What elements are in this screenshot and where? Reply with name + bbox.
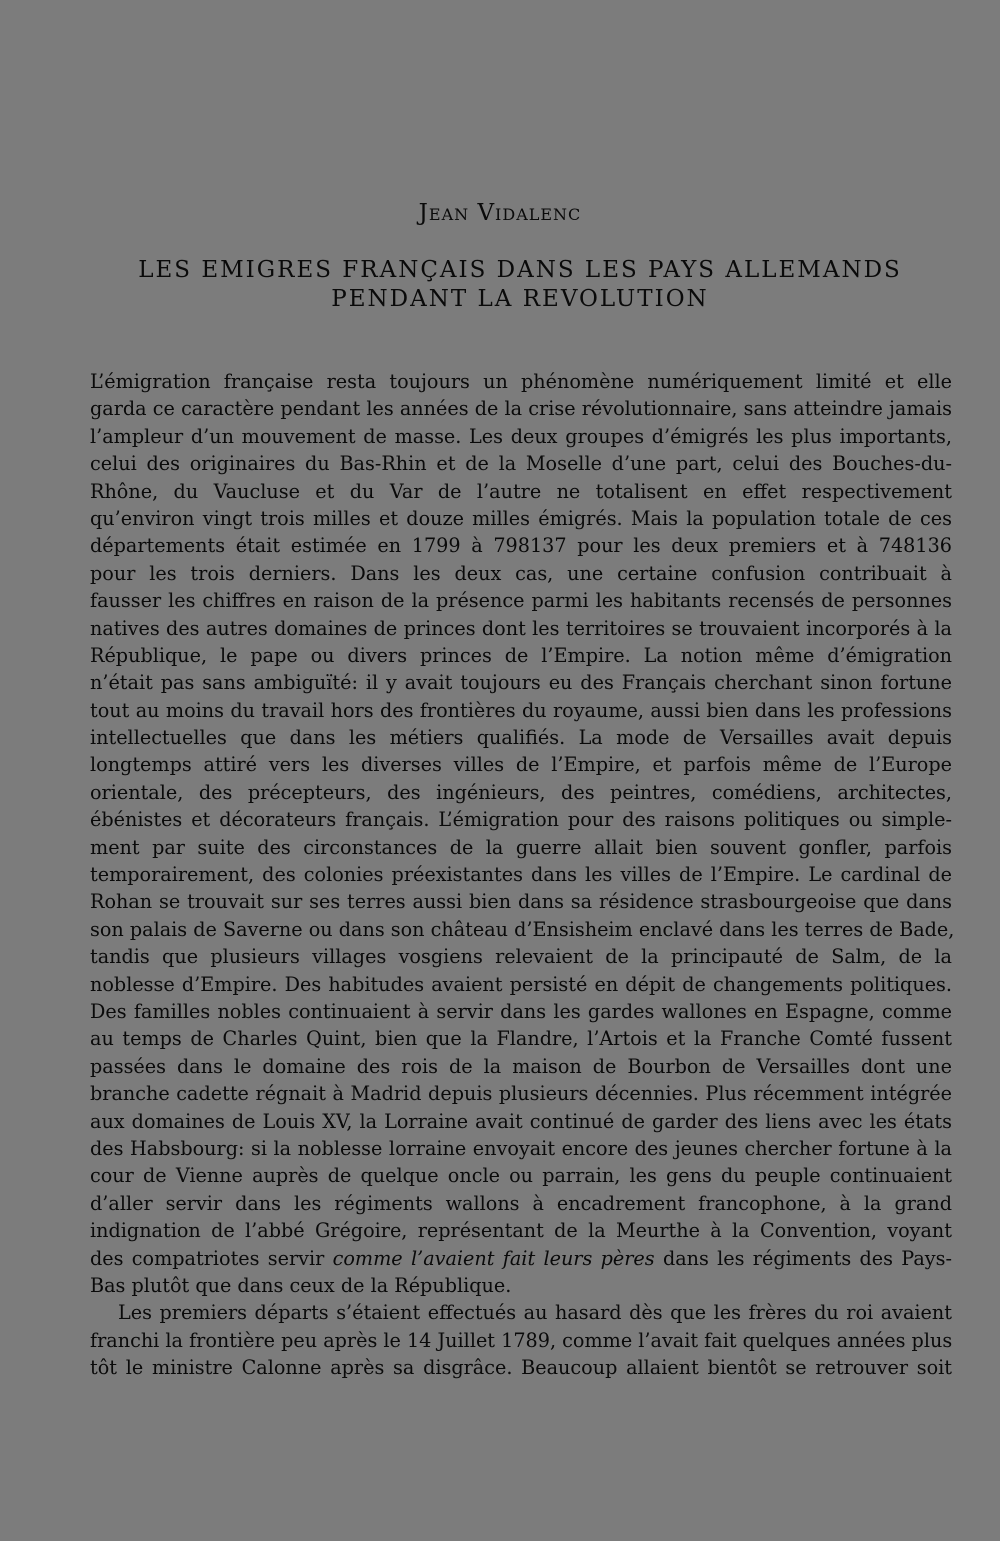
text-line: fausser les chiffres en raison de la présence parmi les habitants recensés de personnes xyxy=(90,589,952,613)
paragraph-1 xyxy=(90,368,955,1245)
title-line-1: LES EMIGRES FRANÇAIS DANS LES PAYS ALLEMANDS xyxy=(138,257,902,283)
text-line: indignation de l’abbé Grégoire, représentant de la Meurthe à la Convention, voyant xyxy=(90,1219,952,1243)
text-line: intellectuelles que dans les métiers qualifiés. La mode de Versailles avait depuis xyxy=(90,726,952,750)
text-line-italic xyxy=(90,1245,952,1272)
text-line: natives des autres domaines de princes dont les territoires se trouvaient incorporés à la xyxy=(90,616,952,640)
text-line: tandis que plusieurs villages vosgiens relevaient de la principauté de Salm, de la xyxy=(90,945,952,969)
text-line: Rhône, du Vaucluse et du Var de l’autre ne totalisent en effet respectivement xyxy=(90,479,952,503)
text-line: temporairement, des colonies préexistantes dans les villes de l’Empire. Le cardinal de xyxy=(90,863,952,887)
text-line: tout au moins du travail hors des frontières du royaume, aussi bien dans les professions xyxy=(90,698,952,722)
text-line: passées dans le domaine des rois de la maison de Bourbon de Versailles dont une xyxy=(90,1054,952,1078)
text-line: aux domaines de Louis XV, la Lorraine avait continué de garder des liens avec les états xyxy=(90,1109,952,1133)
italic-quote: comme l’avaient fait leurs pères xyxy=(332,1246,655,1270)
text-line: garda ce caractère pendant les années de la crise révolutionnaire, sans atteindre jamais xyxy=(90,397,952,421)
text-line: l’ampleur d’un mouvement de masse. Les deux groupes d’émigrés les plus importants, xyxy=(90,424,952,448)
text-line: des Habsbourg: si la noblesse lorraine envoyait encore des jeunes chercher fortune à la xyxy=(90,1136,952,1160)
text-line: ment par suite des circonstances de la guerre allait bien souvent gonfler, parfois xyxy=(90,835,952,859)
text-line: Bas plutôt que dans ceux de la République. xyxy=(90,1273,512,1297)
text-line: cour de Vienne auprès de quelque oncle ou parrain, les gens du peuple continuaient xyxy=(90,1164,952,1188)
article-title xyxy=(90,256,950,314)
text-line: ébénistes et décorateurs français. L’émigration pour des raisons politiques ou simple- xyxy=(90,808,952,832)
text-line: n’était pas sans ambiguïté: il y avait toujours eu des Français cherchant sinon fortune xyxy=(90,671,952,695)
author-name: Jean Vidalenc xyxy=(418,200,582,226)
text-line: celui des originaires du Bas-Rhin et de la Moselle d’une part, celui des Bouches-du- xyxy=(90,452,952,476)
text-line: franchi la frontière peu après le 14 Juillet 1789, comme l’avait fait quelques années plus xyxy=(90,1328,953,1352)
text-line: L’émigration française resta toujours un phénomène numériquement limité et elle xyxy=(90,370,952,393)
text-line: son palais de Saverne ou dans son château d’Ensisheim enclavé dans les terres de Bade, xyxy=(90,917,955,941)
text-line: Des familles nobles continuaient à servir dans les gardes wallones en Espagne, comme xyxy=(90,999,952,1023)
text-line: Les premiers départs s’étaient effectués au hasard dès que les frères du roi avaient xyxy=(118,1301,952,1325)
paragraph-2 xyxy=(90,1299,952,1381)
text-span: des compatriotes servir xyxy=(90,1246,333,1270)
text-line: branche cadette régnait à Madrid depuis plusieurs décennies. Plus récemment intégrée xyxy=(90,1082,952,1106)
text-line: d’aller servir dans les régiments wallons à encadrement francophone, à la grand xyxy=(90,1191,952,1215)
text-line: Rohan se trouvait sur ses terres aussi bien dans sa résidence strasbourgeoise que dans xyxy=(90,890,952,914)
article-body xyxy=(90,368,955,1381)
text-span: dans les régiments des Pays- xyxy=(654,1246,952,1270)
text-line: qu’environ vingt trois milles et douze milles émigrés. Mais la population totale de ces xyxy=(90,506,952,530)
text-line: noblesse d’Empire. Des habitudes avaient persisté en dépit de changements politiques. xyxy=(90,972,952,996)
text-line: pour les trois derniers. Dans les deux cas, une certaine confusion contribuait à xyxy=(90,561,952,585)
title-line-2: PENDANT LA REVOLUTION xyxy=(331,286,709,312)
text-line: République, le pape ou divers princes de l’Empire. La notion même d’émigration xyxy=(90,643,952,667)
text-line: longtemps attiré vers les diverses villes de l’Empire, et parfois même de l’Europe xyxy=(90,753,952,777)
text-line: départements était estimée en 1799 à 798137 pour les deux premiers et à 748136 xyxy=(90,534,952,558)
text-line: tôt le ministre Calonne après sa disgrâce. Beaucoup allaient bientôt se retrouver soit xyxy=(90,1356,952,1380)
text-line: orientale, des précepteurs, des ingénieurs, des peintres, comédiens, architectes, xyxy=(90,780,952,804)
text-line: au temps de Charles Quint, bien que la Flandre, l’Artois et la Franche Comté fussent xyxy=(90,1027,952,1051)
